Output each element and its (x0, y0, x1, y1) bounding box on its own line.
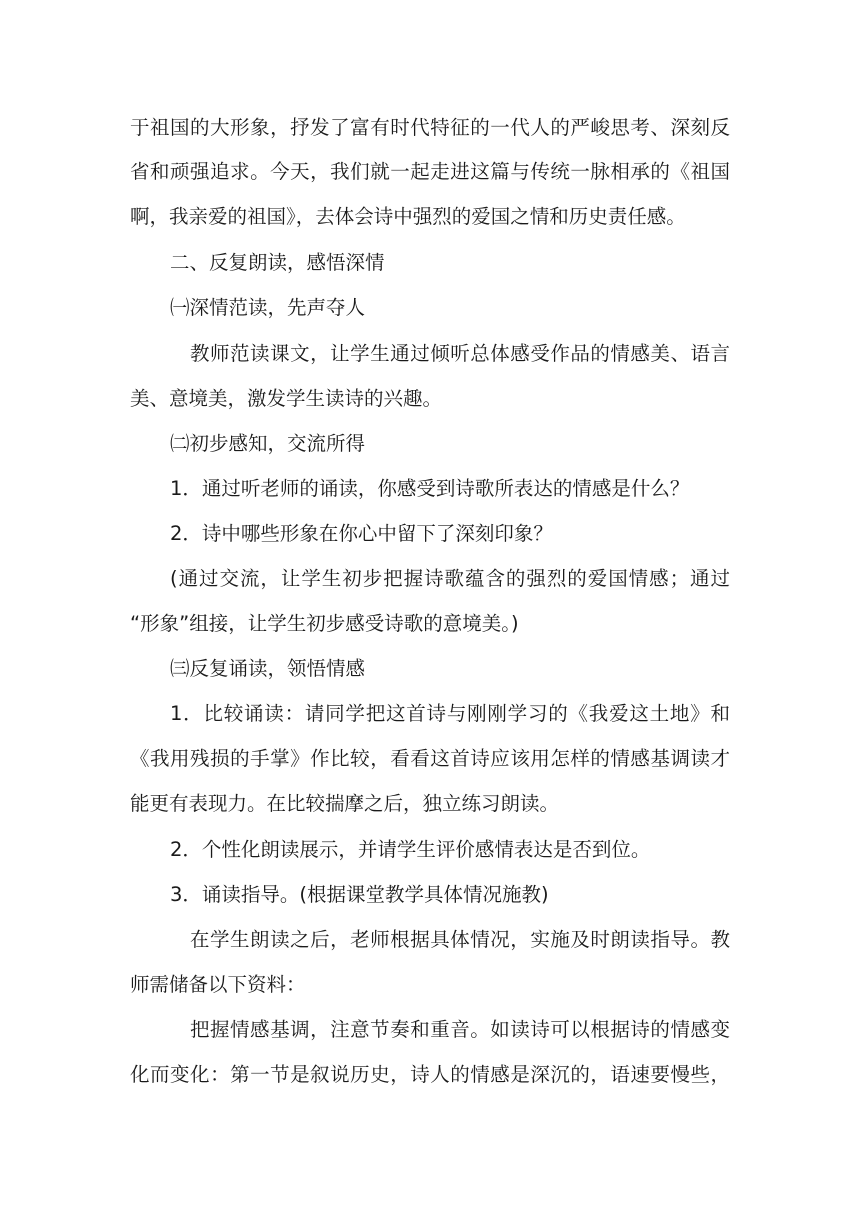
list-item: 1．比较诵读：请同学把这首诗与刚刚学习的《我爱这土地》和 (170, 702, 730, 725)
paragraph-line: 师需储备以下资料： (130, 973, 306, 996)
paragraph-line: 省和顽强追求。今天，我们就一起走进这篇与传统一脉相承的《祖国 (130, 160, 730, 183)
list-item: 3．诵读指导。(根据课堂教学具体情况施教) (170, 883, 549, 906)
paragraph-line: 把握情感基调，注意节奏和重音。如读诗可以根据诗的情感变 (190, 1018, 730, 1041)
subsection-heading: ㈠深情范读，先声夺人 (170, 296, 366, 319)
paragraph-line: 于祖国的大形象，抒发了富有时代特征的一代人的严峻思考、深刻反 (130, 116, 730, 139)
paragraph-line: 美、意境美，激发学生读诗的兴趣。 (130, 387, 443, 410)
paragraph-line: (通过交流，让学生初步把握诗歌蕴含的强烈的爱国情感；通过 (170, 567, 730, 590)
paragraph-line: 啊，我亲爱的祖国》，去体会诗中强烈的爱国之情和历史责任感。 (130, 205, 686, 228)
list-item: 1．通过听老师的诵读，你感受到诗歌所表达的情感是什么？ (170, 477, 690, 500)
paragraph-line: 《我用残损的手掌》作比较，看看这首诗应该用怎样的情感基调读才 (130, 747, 730, 770)
list-item: 2．个性化朗读展示，并请学生评价感情表达是否到位。 (170, 838, 651, 861)
paragraph-line: 在学生朗读之后，老师根据具体情况，实施及时朗读指导。教 (190, 928, 730, 951)
paragraph-line: 化而变化：第一节是叙说历史，诗人的情感是深沉的，语速要慢些， (130, 1063, 730, 1086)
section-heading: 二、反复朗读，感悟深情 (170, 251, 385, 274)
paragraph-line: 教师范读课文，让学生通过倾听总体感受作品的情感美、语言 (190, 342, 730, 365)
subsection-heading: ㈢反复诵读，领悟情感 (170, 657, 366, 680)
list-item: 2．诗中哪些形象在你心中留下了深刻印象？ (170, 522, 553, 545)
paragraph-line: “形象”组接，让学生初步感受诗歌的意境美。) (130, 612, 519, 635)
paragraph-line: 能更有表现力。在比较揣摩之后，独立练习朗读。 (130, 792, 560, 815)
subsection-heading: ㈡初步感知，交流所得 (170, 432, 366, 455)
